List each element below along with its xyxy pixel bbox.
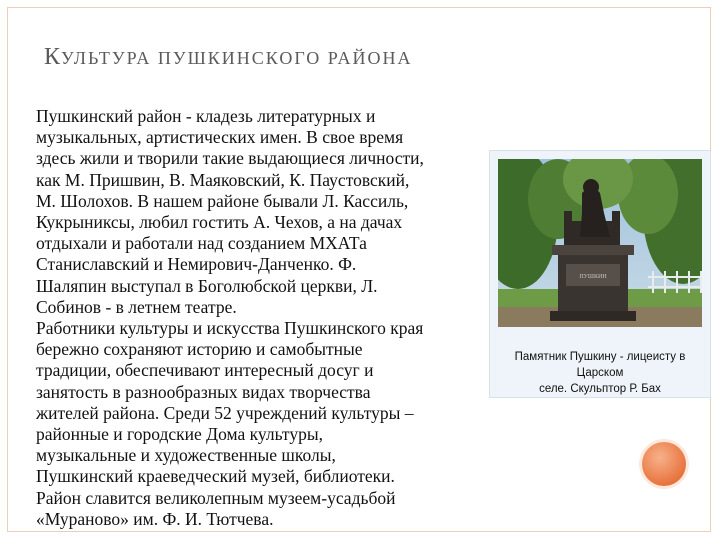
body-text-line: как М. Пришвин, В. Маяковский, К. Паустовский, — [36, 169, 410, 190]
pedestal-inscription: ПУШКИН — [579, 274, 607, 280]
body-text-line: районные и городские Дома культуры, — [36, 424, 323, 445]
caption-line-1: Памятник Пушкину - лицеисту в Царском — [514, 351, 686, 379]
photo-caption — [496, 349, 704, 397]
title-initial: К — [44, 44, 62, 70]
slide-title — [44, 44, 413, 71]
body-text-line: Пушкинский краеведческий музей, библиотеки. — [36, 466, 395, 487]
body-text-line: Кукрыниксы, любил гостить А. Чехов, а на дачах — [36, 212, 403, 233]
body-text-line: Станиславский и Немирович-Данченко. Ф. — [36, 254, 357, 275]
body-text-line: Район славится великолепным музеем-усадьбой — [36, 487, 396, 508]
monument-photo — [498, 159, 702, 327]
body-text-line: музыкальных, артистических имен. В свое время — [36, 127, 404, 148]
body-text-line: жителей района. Среди 52 учреждений культуры – — [36, 402, 414, 423]
body-text-line: Собинов - в летнем театре. — [36, 296, 237, 317]
body-text-line: М. Шолохов. В нашем районе бывали Л. Кассиль, — [36, 190, 409, 211]
decorative-orange-circle — [642, 442, 686, 486]
title-rest: УЛЬТУРА ПУШКИНСКОГО РАЙОНА — [61, 48, 413, 68]
body-text-line: здесь жили и творили такие выдающиеся личности, — [36, 148, 424, 169]
body-text-line: отдыхали и работали над созданием МХАТа — [36, 233, 367, 254]
body-text-line: Шаляпин выступал в Боголюбской церкви, Л. — [36, 275, 378, 296]
body-text-line: Пушкинский район - кладезь литературных и — [36, 106, 376, 126]
slide-body-text — [36, 106, 494, 530]
body-text-line: занятость в разнообразных видах творчества — [36, 381, 371, 402]
body-text-line: «Мураново» им. Ф. И. Тютчева. — [36, 508, 274, 529]
body-text-line: традиции, обеспечивают интересный досуг и — [36, 360, 374, 381]
monument-photo-card — [489, 150, 711, 398]
monument-image-icon — [498, 159, 702, 327]
caption-line-2: селе. Скульптор Р. Бах — [539, 383, 661, 395]
body-text-line: музыкальные и художественные школы, — [36, 445, 336, 466]
body-text-line: бережно сохраняют историю и самобытные — [36, 339, 363, 360]
body-text-line: Работники культуры и искусства Пушкинского края — [36, 318, 424, 339]
